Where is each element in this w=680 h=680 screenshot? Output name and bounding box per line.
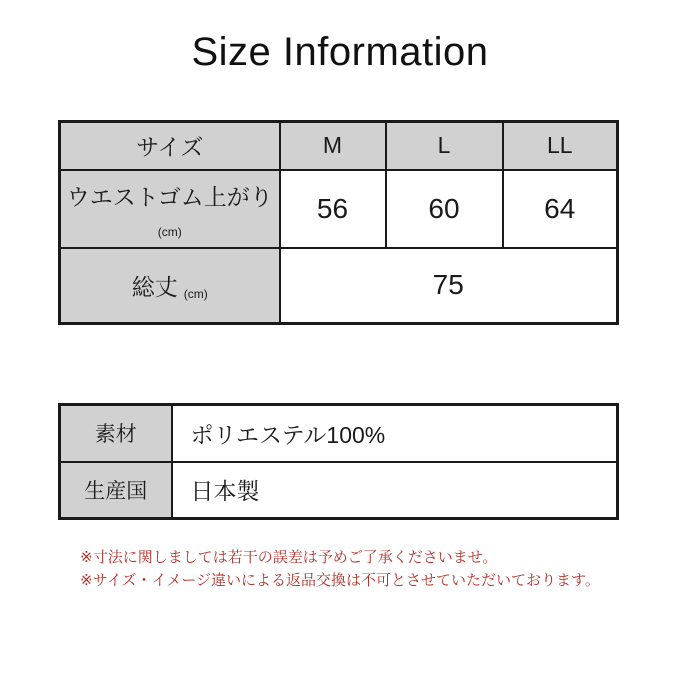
size-table-header-size: サイズ [60, 122, 280, 170]
waist-value-ll: 64 [503, 170, 618, 248]
total-length-label-text: 総丈 [131, 273, 178, 300]
spec-table [58, 403, 619, 520]
total-length-row-label [60, 248, 280, 324]
total-length-row [60, 248, 618, 324]
waist-label-text: ウエストゴム上がり [66, 183, 273, 210]
waist-value-l: 60 [386, 170, 503, 248]
total-length-unit-cm: (cm) [183, 286, 208, 301]
origin-value: 日本製 [172, 462, 618, 519]
size-table-header-l: L [386, 122, 503, 170]
origin-row [60, 462, 618, 519]
disclaimer-note-2: ※サイズ・イメージ違いによる返品交換は不可とさせていただいております。 [80, 572, 600, 589]
waist-value-m: 56 [280, 170, 386, 248]
waist-unit-cm: (cm) [157, 224, 182, 239]
disclaimer-note-1: ※寸法に関しましては若干の誤差は予めご了承くださいませ。 [80, 549, 498, 566]
origin-label: 生産国 [60, 462, 172, 519]
total-length-value: 75 [280, 248, 618, 324]
size-table-header-ll: LL [503, 122, 618, 170]
waist-row [60, 170, 618, 248]
material-label: 素材 [60, 405, 172, 462]
disclaimer-notes [0, 546, 680, 592]
size-table-header-row [60, 122, 618, 170]
page-title: Size Information [191, 30, 489, 74]
size-table [58, 120, 619, 325]
size-table-header-m: M [280, 122, 386, 170]
disclaimer-notes-block [80, 546, 600, 592]
material-row [60, 405, 618, 462]
material-value: ポリエステル100% [172, 405, 618, 462]
waist-row-label [60, 170, 280, 248]
